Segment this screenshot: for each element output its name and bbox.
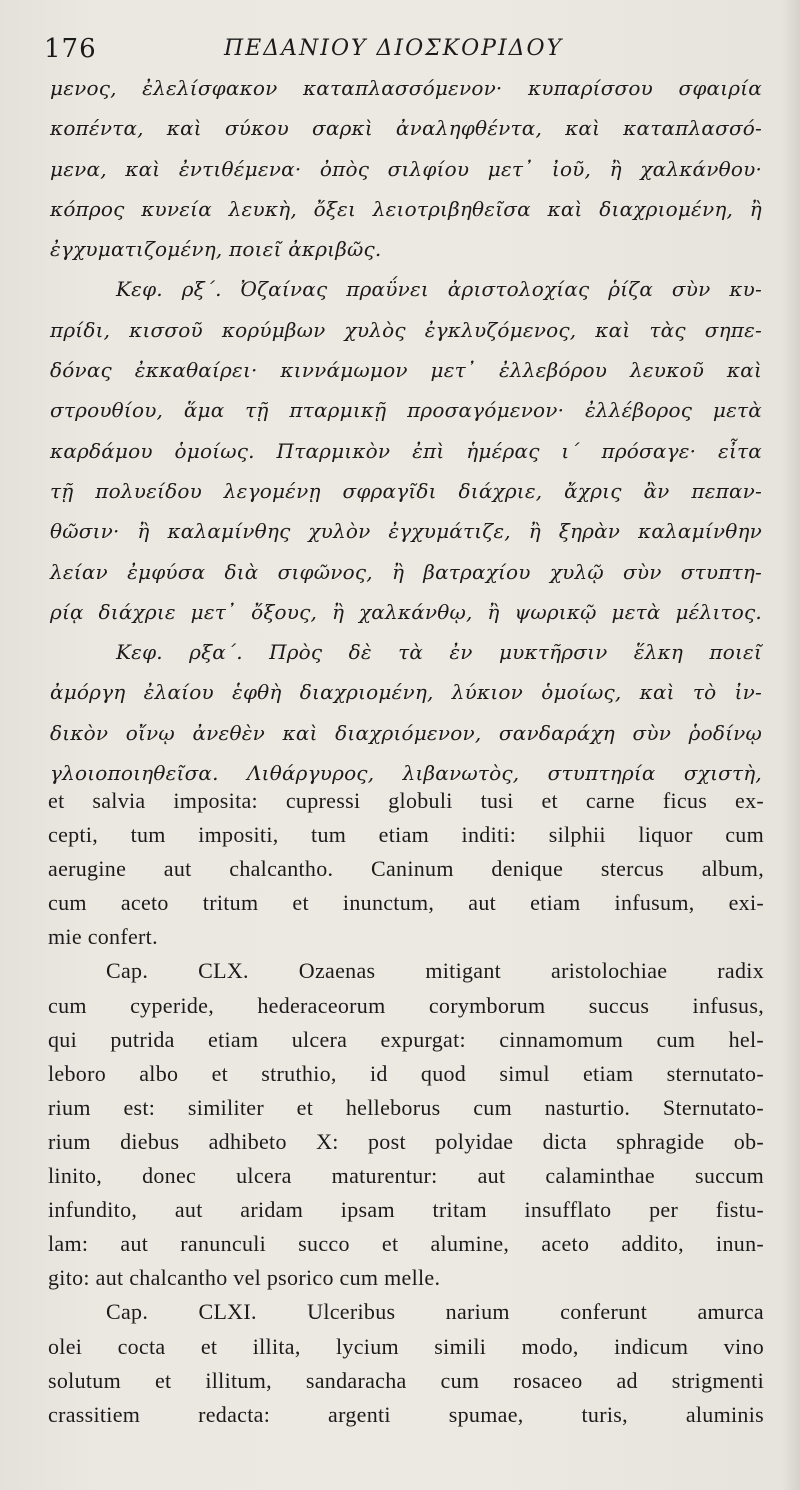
greek-line: ἐγχυματιζομένη, ποιεῖ ἀκριβῶς.	[50, 237, 382, 262]
greek-chapter-start: Κεφ. ρξ΄. Ὀζαίνας πραΰνει ἀριστολοχίας ῥίζα σὺν κυ-	[116, 277, 762, 302]
greek-line: τῇ πολυείδου λεγομένῃ σφραγῖδι διάχριε, ἄχρις ἂν πεπαν-	[50, 478, 762, 503]
greek-line: στρουθίου, ἅμα τῇ πταρμικῇ προσαγόμενον· ἐλλέβορος μετὰ	[50, 398, 762, 423]
greek-line: ἀμόργη ἐλαίου ἑφθὴ διαχριομένη, λύκιον ὁμοίως, καὶ τὸ ἰν-	[50, 680, 762, 705]
latin-line: gito: aut chalcantho vel psorico cum melle.	[48, 1265, 441, 1291]
latin-line: lam: aut ranunculi succo et alumine, aceto addito, inun-	[48, 1231, 764, 1257]
latin-line: mie confert.	[48, 924, 158, 950]
greek-line: θῶσιν· ἢ καλαμίνθης χυλὸν ἐγχυμάτιζε, ἢ ξηρὰν καλαμίνθην	[50, 519, 762, 544]
latin-line: crassitiem redacta: argenti spumae, turis, aluminis	[48, 1401, 764, 1427]
latin-line: aerugine aut chalcantho. Caninum denique stercus album,	[48, 856, 764, 882]
greek-text-block	[50, 68, 762, 793]
running-head: ΠΕΔΑΝΙΟΥ ΔΙΟΣΚΟΡΙΔΟΥ	[224, 36, 564, 61]
greek-line: κοπέντα, καὶ σύκου σαρκὶ ἀναληφθέντα, καὶ καταπλασσό-	[50, 116, 762, 141]
page-edge-shadow	[782, 0, 800, 1490]
greek-line: πρίδι, κισσοῦ κορύμβων χυλὸς ἐγκλυζόμενος, καὶ τὰς σηπε-	[50, 317, 762, 342]
greek-line: δικὸν οἴνῳ ἀνεθὲν καὶ διαχριόμενον, σανδαράχη σὺν ῥοδίνῳ	[50, 720, 762, 745]
latin-line: infundito, aut aridam ipsam tritam insufflato per fistu-	[48, 1197, 764, 1223]
latin-line: rium diebus adhibeto X: post polyidae dicta sphragide ob-	[48, 1128, 764, 1154]
greek-line: μενα, καὶ ἐντιθέμενα· ὀπὸς σιλφίου μετ᾽ ἰοῦ, ἢ χαλκάνθου·	[50, 156, 762, 181]
latin-line: leboro albo et struthio, id quod simul etiam sternutato-	[48, 1060, 764, 1086]
greek-line: λείαν ἐμφύσα διὰ σιφῶνος, ἢ βατραχίου χυλῷ σὺν στυπτη-	[50, 559, 762, 584]
latin-line: solutum et illitum, sandaracha cum rosaceo ad strigmenti	[48, 1367, 764, 1393]
latin-line: cum aceto tritum et inunctum, aut etiam infusum, exi-	[48, 890, 764, 916]
latin-line: cum cyperide, hederaceorum corymborum succus infusus,	[48, 992, 764, 1018]
greek-line: μενος, ἐλελίσφακον καταπλασσόμενον· κυπαρίσσου σφαιρία	[50, 76, 762, 100]
greek-line: καρδάμου ὁμοίως. Πταρμικὸν ἐπὶ ἡμέρας ι΄ πρόσαγε· εἶτα	[50, 438, 762, 463]
latin-line: qui putrida etiam ulcera expurgat: cinnamomum cum hel-	[48, 1026, 764, 1052]
greek-chapter-start: Κεφ. ρξα΄. Πρὸς δὲ τὰ ἐν μυκτῆρσιν ἕλκη ποιεῖ	[116, 640, 762, 665]
latin-line: cepti, tum impositi, tum etiam inditi: silphii liquor cum	[48, 822, 764, 848]
page-number: 176	[44, 34, 97, 64]
greek-line: γλοιοποιηθεῖσα. Λιθάργυρος, λιβανωτὸς, στυπτηρία σχιστὴ,	[50, 761, 762, 786]
greek-line: ρίᾳ διάχριε μετ᾽ ὄξους, ἢ χαλκάνθῳ, ἢ ψωρικῷ μετὰ μέλιτος.	[50, 599, 762, 624]
greek-line: κόπρος κυνεία λευκὴ, ὄξει λειοτριβηθεῖσα καὶ διαχριομένη, ἢ	[50, 196, 762, 221]
latin-line: olei cocta et illita, lycium simili modo, indicum vino	[48, 1333, 764, 1359]
latin-line: linito, donec ulcera maturentur: aut calaminthae succum	[48, 1163, 764, 1189]
latin-line: rium est: similiter et helleborus cum nasturtio. Sternutato-	[48, 1094, 764, 1120]
greek-line: δόνας ἐκκαθαίρει· κιννάμωμον μετ᾽ ἐλλεβόρου λευκοῦ καὶ	[50, 358, 762, 383]
latin-chapter-start: Cap. CLXI. Ulceribus narium conferunt amurca	[106, 1299, 764, 1325]
latin-text-block	[48, 784, 764, 1432]
latin-chapter-start: Cap. CLX. Ozaenas mitigant aristolochiae radix	[106, 958, 764, 984]
latin-line: et salvia imposita: cupressi globuli tusi et carne ficus ex-	[48, 788, 764, 813]
